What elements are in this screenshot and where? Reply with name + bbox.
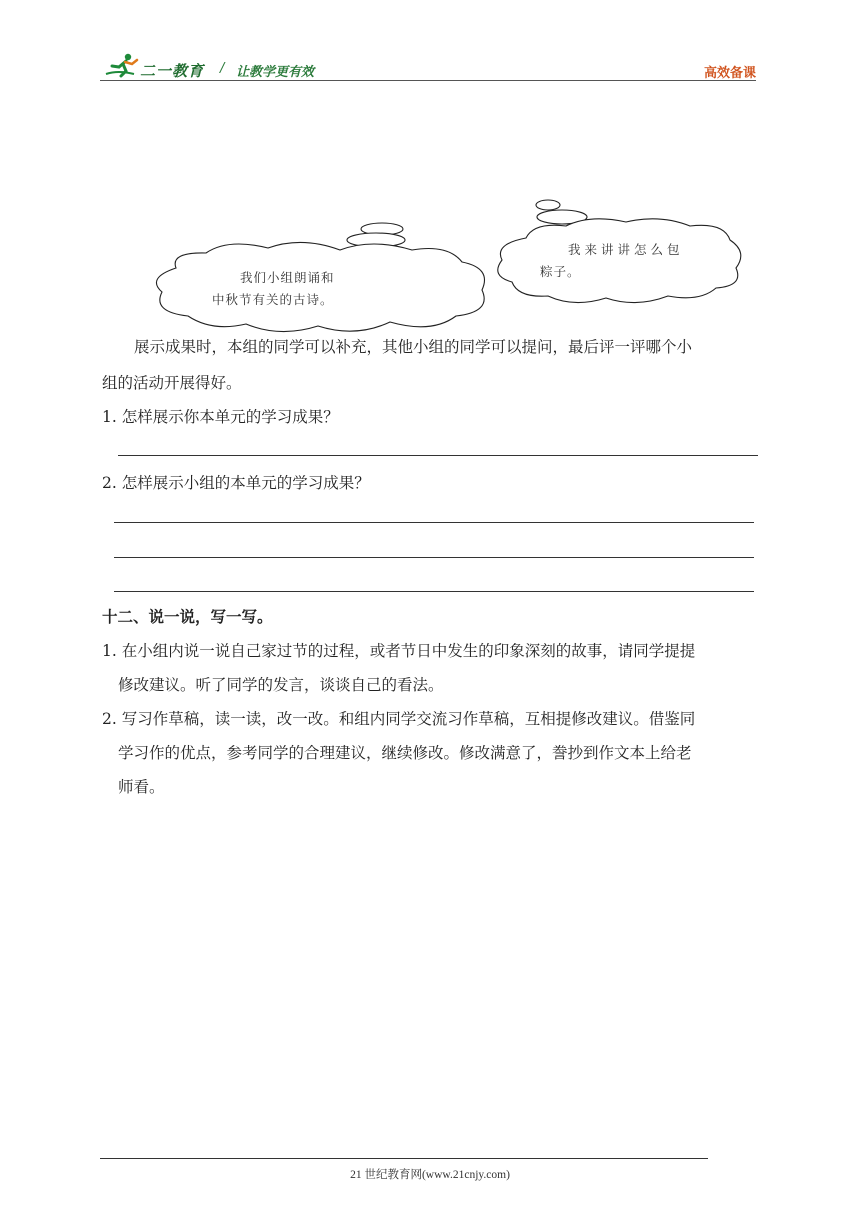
logo-text: 二一教育 bbox=[140, 62, 205, 80]
header-slogan: 让教学更有效 bbox=[236, 65, 315, 80]
answer-line-3[interactable] bbox=[114, 557, 754, 558]
section-12-item1-line1: 1. 在小组内说一说自己家过节的过程，或者节日中发生的印象深刻的故事，请同学提提 bbox=[102, 642, 696, 660]
logo-runner-icon bbox=[104, 52, 140, 78]
section-12-heading: 十二、说一说，写一写。 bbox=[102, 607, 273, 626]
answer-line-4[interactable] bbox=[114, 591, 754, 592]
section-12-item2-line1: 2. 写习作草稿，读一读，改一改。和组内同学交流习作草稿，互相提修改建议。借鉴同 bbox=[102, 710, 696, 728]
answer-line-1[interactable] bbox=[118, 455, 758, 456]
right-cloud-bubble-small bbox=[536, 200, 560, 210]
section-12-item2-line3: 师看。 bbox=[118, 778, 165, 796]
left-cloud-text-line1: 我们小组朗诵和 bbox=[240, 270, 335, 285]
right-cloud-text-line2: 粽子。 bbox=[540, 264, 581, 279]
intro-line-2: 组的活动开展得好。 bbox=[102, 374, 242, 392]
thought-clouds-illustration bbox=[0, 190, 860, 340]
section-12-item2-line2: 学习作的优点，参考同学的合理建议，继续修改。修改满意了，誊抄到作文本上给老 bbox=[118, 744, 692, 762]
intro-line-1: 展示成果时，本组的同学可以补充，其他小组的同学可以提问，最后评一评哪个小 bbox=[134, 338, 693, 356]
footer-divider bbox=[100, 1158, 708, 1159]
question-2: 2. 怎样展示小组的本单元的学习成果？ bbox=[102, 474, 370, 492]
right-cloud-shape bbox=[498, 219, 741, 303]
left-cloud-text-line2: 中秋节有关的古诗。 bbox=[212, 292, 334, 307]
right-cloud-text-line1: 我来讲讲怎么包 bbox=[568, 242, 684, 257]
header-divider bbox=[100, 80, 756, 81]
section-12-item1-line2: 修改建议。听了同学的发言，谈谈自己的看法。 bbox=[118, 676, 444, 694]
footer-text: 21 世纪教育网(www.21cnjy.com) bbox=[350, 1169, 510, 1181]
header-right-label: 高效备课 bbox=[703, 66, 756, 81]
question-1: 1. 怎样展示你本单元的学习成果？ bbox=[102, 408, 339, 426]
header-separator: / bbox=[220, 61, 225, 76]
answer-line-2[interactable] bbox=[114, 522, 754, 523]
